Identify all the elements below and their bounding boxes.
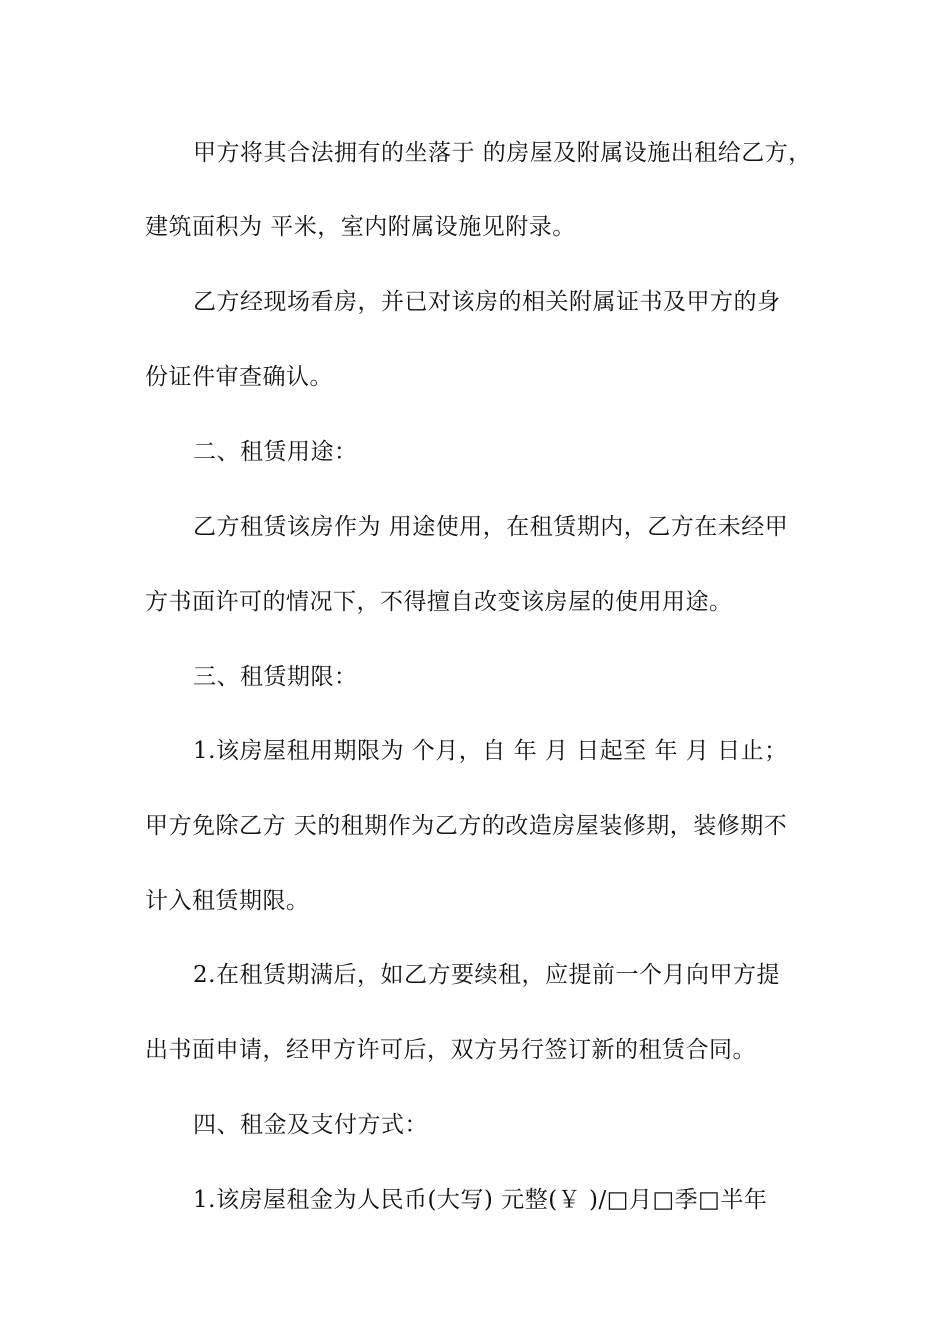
paragraph-line: 1.该房屋租用期限为 个月，自 年 月 日起至 年 月 日止；	[193, 738, 788, 764]
paragraph-line: 乙方租赁该房作为 用途使用，在租赁期内，乙方在未经甲	[193, 514, 789, 540]
paragraph-line: 出书面申请，经甲方许可后，双方另行签订新的租赁合同。	[145, 1037, 756, 1063]
paragraph-line: 甲方免除乙方 天的租期作为乙方的改造房屋装修期，装修期不	[145, 813, 788, 839]
section-heading: 三、租赁期限：	[193, 664, 358, 690]
paragraph-line: 1.该房屋租金为人民币(大写) 元整(￥ )/□月□季□半年	[193, 1187, 768, 1213]
paragraph-line: 份证件审查确认。	[145, 364, 333, 390]
paragraph-line: 计入租赁期限。	[145, 888, 310, 914]
section-heading: 四、租金及支付方式：	[193, 1112, 428, 1138]
paragraph-line: 建筑面积为 平米，室内附属设施见附录。	[145, 214, 576, 240]
paragraph-line: 乙方经现场看房，并已对该房的相关附属证书及甲方的身	[193, 289, 781, 315]
paragraph-line: 甲方将其合法拥有的坐落于 的房屋及附属设施出租给乙方，	[193, 140, 812, 166]
paragraph-line: 2.在租赁期满后，如乙方要续租，应提前一个月向甲方提	[193, 962, 780, 988]
section-heading: 二、租赁用途：	[193, 439, 358, 465]
paragraph-line: 方书面许可的情况下，不得擅自改变该房屋的使用用途。	[145, 589, 733, 615]
